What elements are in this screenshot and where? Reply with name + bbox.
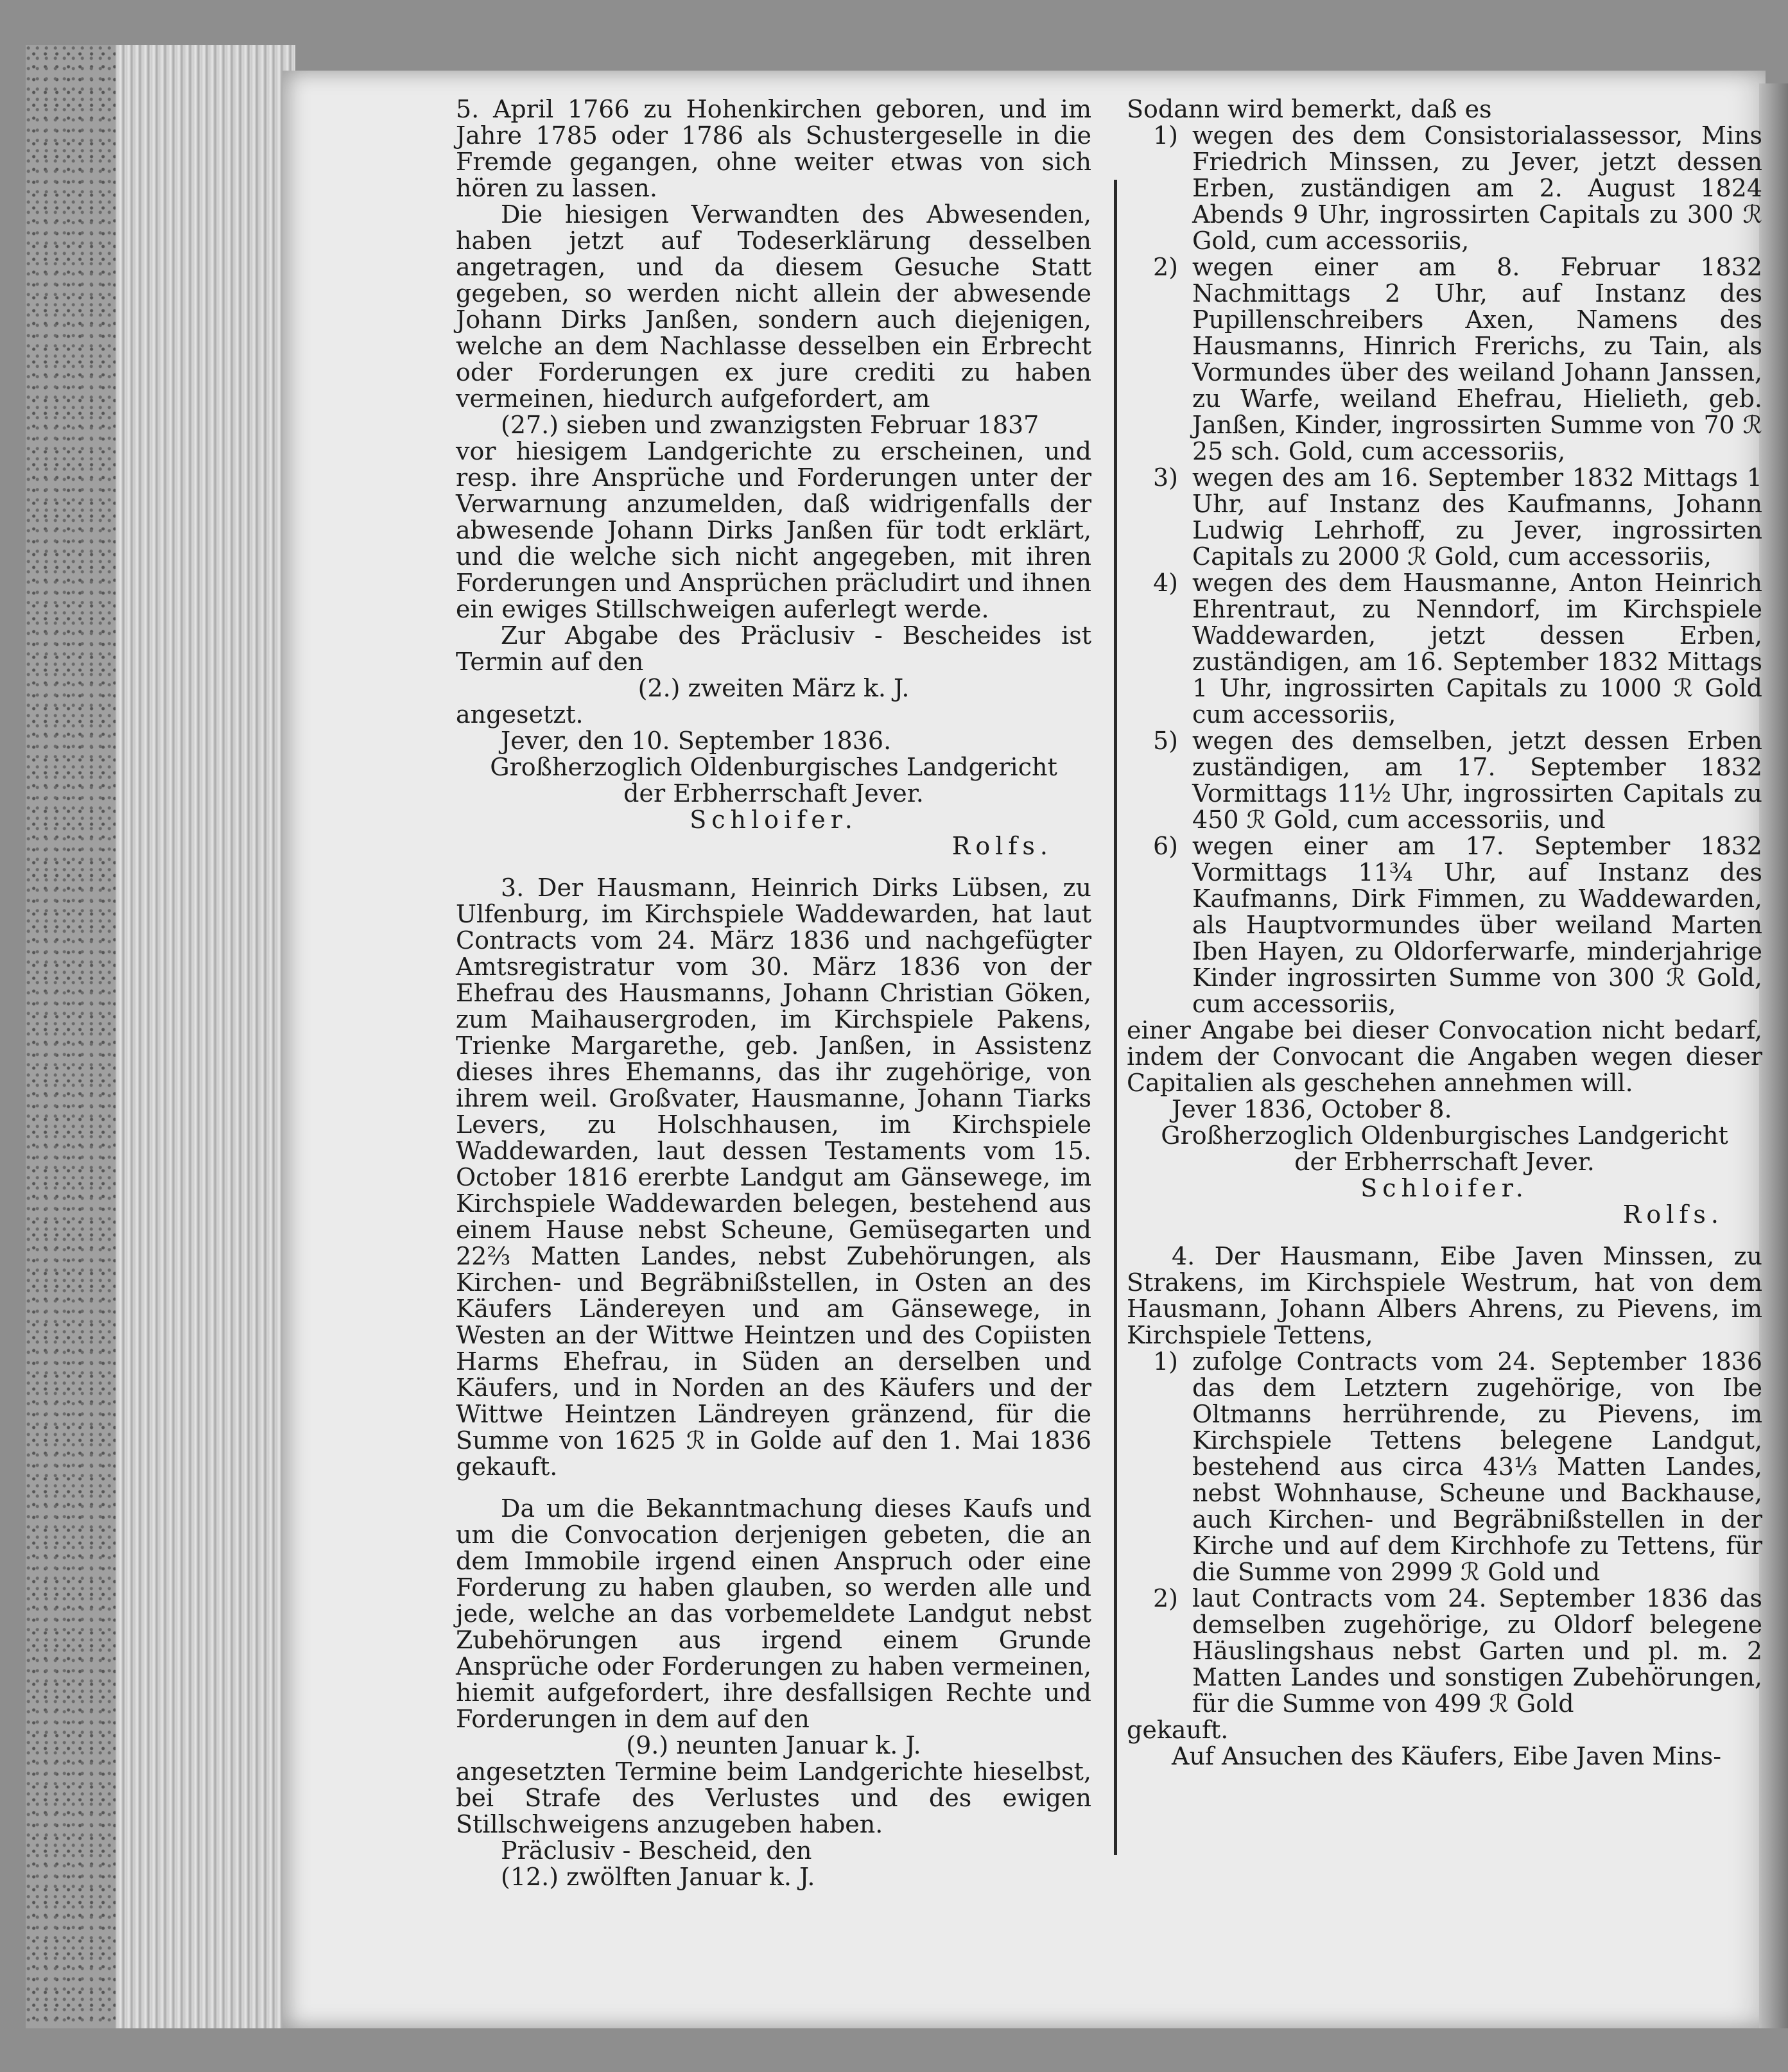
paragraph: Da um die Bekanntmachung dieses Kaufs und um die Convocation derjenigen gebeten, die an dem Immobile irgend einen Anspruch oder eine Forderung zu haben glauben, so werden alle und jede, welche an das vorbemeldete Landgut nebst Zubehörungen aus irgend einem Grunde Ansprüche oder Forderungen zu haben vermeinen, hiemit aufgefordert, ihre desfallsigen Rechte und Forderungen in dem auf den xyxy=(456,1494,1091,1733)
paragraph: Auf Ansuchen des Käufers, Eibe Javen Mins- xyxy=(1172,1742,1722,1770)
list-number: 2) xyxy=(1152,253,1178,281)
list-text: laut Contracts vom 24. September 1836 das demselben zugehörige, zu Oldorf belegene Häuslingshaus nebst Garten und pl. m. 2 Matten Landes und sonstigen Zubehörungen, für die Summe von 499 ℛ Gold xyxy=(1192,1584,1762,1718)
paragraph: 3. Der Hausmann, Heinrich Dirks Lübsen, zu Ulfenburg, im Kirchspiele Waddewarden, hat laut Contracts vom 24. März 1836 und nachgefügter Amtsregistratur vom 30. März 1836 von der Ehefrau des Hausmanns, Johann Christian Göken, zum Maihausergroden, im Kirchspiele Pakens, Trienke Margarethe, geb. Janßen, in Assistenz dieses ihres Ehemanns, das ihr zugehörige, von ihrem weil. Großvater, Hausmanne, Johann Tiarks Levers, zu Holschhausen, im Kirchspiele Waddewarden, laut dessen Testaments vom 15. October 1816 ererbte Landgut am Gänsewege, im Kirchspiele Waddewarden belegen, bestehend aus einem Hause nebst Scheune, Gemüsegarten und 22⅔ Matten Landes, nebst Zubehörungen, als Kirchen- und Begräbnißstellen, in Osten an des Käufers Ländereyen und am Gänsewege, in Westen an der Wittwe Heintzen und des Copiisten Harms Ehefrau, in Süden an derselben und Käufers, und in Norden an des Käufers und der Wittwe Heintzen Ländreyen gränzend, für die Summe von 1625 ℛ in Golde auf den 1. Mai 1836 gekauft. xyxy=(456,874,1091,1481)
list-item xyxy=(1127,254,1762,465)
list-item xyxy=(1127,1349,1762,1585)
list-number: 5) xyxy=(1152,727,1178,755)
court-name: Großherzoglich Oldenburgisches Landgericht xyxy=(490,753,1057,781)
left-column xyxy=(456,96,1091,1890)
list-item xyxy=(1127,123,1762,254)
list-text: wegen des dem Consistorialassessor, Mins Friedrich Minssen, zu Jever, jetzt dessen Erben, zuständigen am 2. August 1824 Abends 9 Uhr, ingrossirten Capitals zu 300 ℛ Gold, cum accessoriis, xyxy=(1192,121,1762,255)
date-line: (27.) sieben und zwanzigsten Februar 1837 xyxy=(501,411,1039,439)
list-item xyxy=(1127,570,1762,728)
court-name: der Erbherrschaft Jever. xyxy=(623,779,924,807)
list-number: 4) xyxy=(1152,569,1178,597)
right-column xyxy=(1127,96,1762,1770)
paragraph: Sodann wird bemerkt, daß es xyxy=(1127,95,1492,123)
paragraph: einer Angabe bei dieser Convocation nicht bedarf, indem der Convocant die Angaben wegen dieser Capitalien als geschehen annehmen will. xyxy=(1127,1016,1762,1097)
paragraph: Die hiesigen Verwandten des Abwesenden, haben jetzt auf Todeserklärung desselben angetragen, und da diesem Gesuche Statt gegeben, so werden nicht allein der abwesende Johann Dirks Janßen, sondern auch diejenigen, welche an dem Nachlasse desselben ein Erbrecht oder Forderungen ex jure crediti zu haben vermeinen, hiedurch aufgefordert, am xyxy=(456,200,1091,413)
paragraph: angesetzt. xyxy=(456,700,584,729)
list-item xyxy=(1127,465,1762,570)
date-line: (9.) neunten Januar k. J. xyxy=(626,1731,921,1759)
date-line: (2.) zweiten März k. J. xyxy=(638,674,910,702)
list-item xyxy=(1127,833,1762,1017)
list-number: 3) xyxy=(1152,463,1178,492)
column-divider xyxy=(1114,180,1117,1855)
place-date: Jever 1836, October 8. xyxy=(1172,1095,1452,1123)
signature: Rolfs. xyxy=(951,832,1053,860)
signature: Rolfs. xyxy=(1622,1200,1724,1229)
paragraph: Zur Abgabe des Präclusiv - Bescheides ist Termin auf den xyxy=(456,621,1091,676)
next-page-edge xyxy=(1759,83,1788,2028)
paragraph: gekauft. xyxy=(1127,1716,1229,1744)
list-text: wegen des am 16. September 1832 Mittags 1 Uhr, auf Instanz des Kaufmanns, Johann Ludwig Lehrhoff, zu Jever, ingrossirten Capitals zu 2000 ℛ Gold, cum accessoriis, xyxy=(1192,463,1762,571)
list-text: wegen des dem Hausmanne, Anton Heinrich Ehrentraut, zu Nenndorf, im Kirchspiele Waddewarden, jetzt dessen Erben, zuständigen, am 16. September 1832 Mittags 1 Uhr, ingrossirten Capitals zu 1000 ℛ Gold cum accessoriis, xyxy=(1192,569,1762,729)
date-line: (12.) zwölften Januar k. J. xyxy=(501,1863,815,1891)
paragraph: Präclusiv - Bescheid, den xyxy=(501,1836,812,1865)
list-text: wegen des demselben, jetzt dessen Erben zuständigen, am 17. September 1832 Vormittags 11½ Uhr, ingrossirten Capitals zu 450 ℛ Gold, cum accessoriis, und xyxy=(1192,727,1762,834)
list-number: 1) xyxy=(1152,1347,1178,1376)
list-number: 2) xyxy=(1152,1584,1178,1612)
list-text: zufolge Contracts vom 24. September 1836 das dem Letztern zugehörige, von Ibe Oltmanns herrührende, zu Pievens, im Kirchspiele Tettens belegene Landgut, bestehend aus circa 43⅓ Matten Landes, nebst Wohnhause, Scheune und Backhause, auch Kirchen- und Begräbnißstellen in der Kirche und auf dem Kirchhofe zu Tettens, für die Summe von 2999 ℛ Gold und xyxy=(1192,1347,1762,1586)
list-item xyxy=(1127,728,1762,833)
list-number: 1) xyxy=(1152,121,1178,150)
signature: Schloifer. xyxy=(1360,1174,1529,1202)
place-date: Jever, den 10. September 1836. xyxy=(501,727,892,755)
signature: Schloifer. xyxy=(690,806,858,834)
list-item xyxy=(1127,1585,1762,1717)
list-number: 6) xyxy=(1152,832,1178,860)
court-name: der Erbherrschaft Jever. xyxy=(1294,1148,1595,1176)
paragraph: vor hiesigem Landgerichte zu erscheinen, und resp. ihre Ansprüche und Forderungen unter der Verwarnung anzumelden, daß widrigenfalls der abwesende Johann Dirks Janßen für todt erklärt, und die welche sich nicht angegeben, mit ihren Forderungen und Ansprüchen präcludirt und ihnen ein ewiges Stillschweigen auferlegt werde. xyxy=(456,437,1091,623)
paragraph: 5. April 1766 zu Hohenkirchen geboren, und im Jahre 1785 oder 1786 als Schustergeselle in die Fremde gegangen, ohne weiter etwas von sich hören zu lassen. xyxy=(456,95,1091,202)
paragraph: 4. Der Hausmann, Eibe Javen Minssen, zu Strakens, im Kirchspiele Westrum, hat von dem Hausmann, Johann Albers Ahrens, zu Pievens, im Kirchspiele Tettens, xyxy=(1127,1242,1762,1349)
list-text: wegen einer am 8. Februar 1832 Nachmittags 2 Uhr, auf Instanz des Pupillenschreibers Axen, Namens des Hausmanns, Hinrich Frerichs, zu Tain, als Vormundes über des weiland Johann Janssen, zu Warfe, weiland Ehefrau, Hielieth, geb. Janßen, Kinder, ingrossirten Summe von 70 ℛ 25 sch. Gold, cum accessoriis, xyxy=(1192,253,1762,465)
paragraph: angesetzten Termine beim Landgerichte hieselbst, bei Strafe des Verlustes und des ewigen Stillschweigens anzugeben haben. xyxy=(456,1757,1091,1838)
list-text: wegen einer am 17. September 1832 Vormittags 11¾ Uhr, auf Instanz des Kaufmanns, Dirk Fimmen, zu Waddewarden, als Hauptvormundes über weiland Marten Iben Hayen, zu Oldorferwarfe, minderjahrige Kinder ingrossirten Summe von 300 ℛ Gold, cum accessoriis, xyxy=(1192,832,1762,1018)
book-page-edges xyxy=(26,45,295,2028)
court-name: Großherzoglich Oldenburgisches Landgericht xyxy=(1161,1121,1728,1150)
